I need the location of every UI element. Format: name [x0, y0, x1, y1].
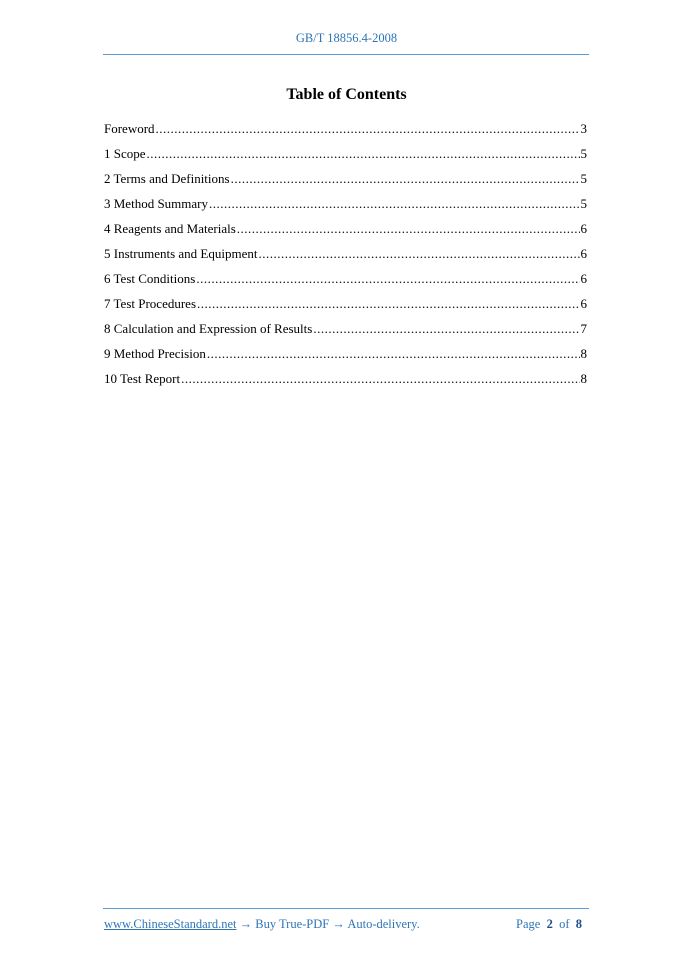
toc-dot-leader — [209, 196, 580, 212]
toc-entry-test-report[interactable] — [104, 371, 587, 396]
toc-entry-method-precision[interactable] — [104, 346, 587, 371]
toc-entry-page: 6 — [580, 221, 587, 236]
toc-dot-leader — [313, 321, 579, 337]
page-word: Page — [516, 917, 541, 931]
site-link[interactable]: www.ChineseStandard.net — [104, 917, 237, 931]
toc-entry-label: 1 Scope — [104, 146, 146, 161]
right-arrow-icon: → — [332, 917, 345, 931]
toc-entry-scope[interactable] — [104, 146, 587, 171]
toc-dot-leader — [237, 221, 580, 237]
page-indicator — [516, 917, 582, 932]
toc-entry-page: 8 — [580, 371, 587, 386]
toc-entry-page: 6 — [580, 296, 587, 311]
toc-dot-leader — [231, 171, 580, 187]
toc-dot-leader — [258, 246, 579, 262]
footer-divider — [103, 908, 589, 909]
document-header-title: GB/T 18856.4-2008 — [295, 31, 398, 45]
toc-dot-leader — [156, 121, 580, 137]
toc-entry-page: 6 — [580, 246, 587, 261]
toc-entry-terms-and-definitions[interactable] — [104, 171, 587, 196]
header-divider — [103, 54, 589, 55]
auto-delivery-text: Auto-delivery. — [347, 917, 420, 931]
toc-entry-label: 7 Test Procedures — [104, 296, 196, 311]
toc-entry-page: 5 — [580, 171, 587, 186]
toc-entry-page: 7 — [580, 321, 587, 336]
toc-entry-test-procedures[interactable] — [104, 296, 587, 321]
toc-entry-reagents-and-materials[interactable] — [104, 221, 587, 246]
toc-entry-label: 10 Test Report — [104, 371, 181, 386]
toc-entry-label: 8 Calculation and Expression of Results — [104, 321, 313, 336]
toc-entry-page: 3 — [580, 121, 587, 136]
of-word: of — [559, 917, 570, 931]
current-page-number: 2 — [546, 917, 553, 931]
toc-dot-leader — [207, 346, 580, 362]
toc-entry-page: 8 — [580, 346, 587, 361]
toc-entry-label: 9 Method Precision — [104, 346, 206, 361]
toc-dot-leader — [196, 271, 579, 287]
toc-entry-method-summary[interactable] — [104, 196, 587, 221]
right-arrow-icon: → — [239, 917, 253, 931]
toc-entry-label: 3 Method Summary — [104, 196, 208, 211]
toc-heading: Table of Contents — [286, 86, 407, 103]
total-page-number: 8 — [575, 917, 582, 931]
toc-entry-foreword[interactable] — [104, 121, 587, 146]
toc-entry-calculation-and-expression[interactable] — [104, 321, 587, 346]
toc-entry-label: Foreword — [104, 121, 155, 136]
toc-entry-label: 2 Terms and Definitions — [104, 171, 230, 186]
footer-promo — [104, 917, 420, 932]
toc-entry-page: 5 — [580, 146, 587, 161]
toc-entry-label: 5 Instruments and Equipment — [104, 246, 258, 261]
toc-entry-label: 6 Test Conditions — [104, 271, 196, 286]
buy-pdf-text: Buy True-PDF — [255, 917, 330, 931]
toc-entry-page: 5 — [580, 196, 587, 211]
toc-entry-instruments-and-equipment[interactable] — [104, 246, 587, 271]
toc-entry-test-conditions[interactable] — [104, 271, 587, 296]
toc-list — [104, 121, 587, 396]
toc-entry-page: 6 — [580, 271, 587, 286]
toc-dot-leader — [197, 296, 580, 312]
toc-dot-leader — [147, 146, 580, 162]
toc-entry-label: 4 Reagents and Materials — [104, 221, 236, 236]
toc-dot-leader — [181, 371, 579, 387]
